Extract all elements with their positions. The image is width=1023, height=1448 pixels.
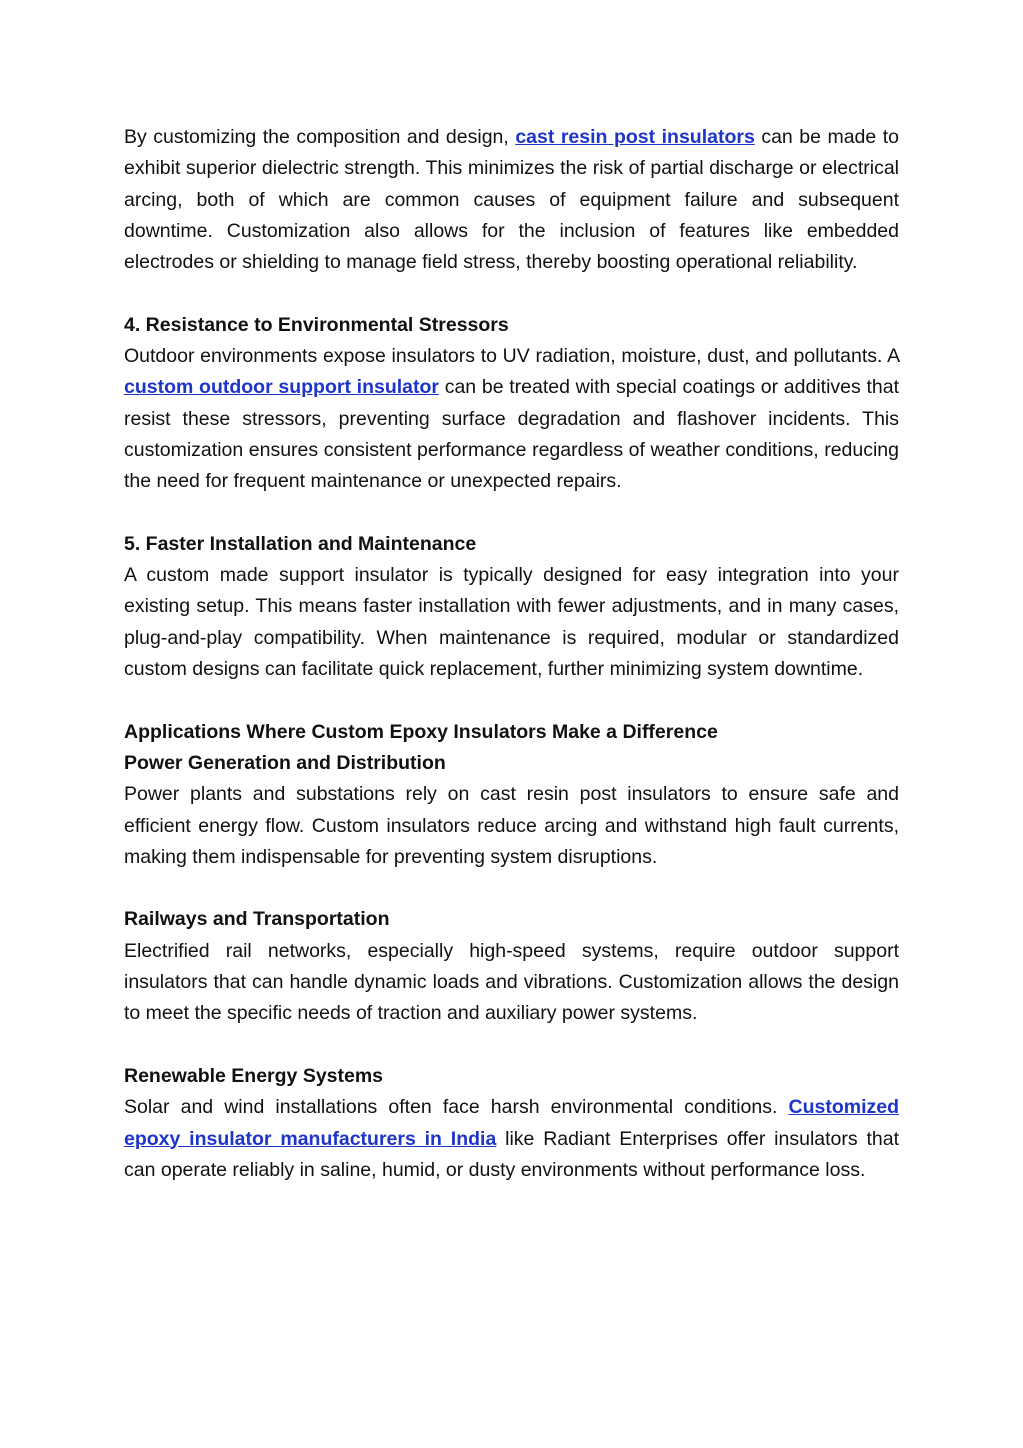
renewable-text-end: like Radiant Enterprises offer insulators that can operate reliably in saline, humid, or dusty environments without performance loss. [124,1127,899,1181]
section4-paragraph [124,341,899,497]
railways-heading: Railways and Transportation [124,908,390,931]
railways-paragraph: Electrified rail networks, especially high-speed systems, require outdoor support insulators that can handle dynamic loads and vibrations. Customization allows the design to meet the specific needs of traction and auxiliary power systems. [124,939,899,1025]
intro-text-end: can be made to exhibit superior dielectric strength. This minimizes the risk of partial discharge or electrical arcing, both of which are common causes of equipment failure and subsequent downtime. Customization also allows for the inclusion of features like embedded electrodes or shielding to manage field stress, thereby boosting operational reliability. [124,126,899,274]
intro-paragraph [124,122,899,278]
section4-heading: 4. Resistance to Environmental Stressors [124,313,509,336]
spacer [124,278,899,309]
section5-heading: 5. Faster Installation and Maintenance [124,532,477,555]
document-page [124,122,899,1186]
spacer [124,1030,899,1061]
renewable-energy-heading: Renewable Energy Systems [124,1064,384,1087]
spacer [124,685,899,716]
renewable-text-start: Solar and wind installations often face harsh environmental conditions. [124,1096,789,1119]
spacer [124,873,899,904]
power-generation-heading: Power Generation and Distribution [124,751,446,774]
renewable-energy-paragraph [124,1092,899,1186]
intro-text-start: By customizing the composition and design, [124,126,516,148]
custom-outdoor-support-insulator-link[interactable]: custom outdoor support insulator [124,376,440,399]
cast-resin-post-insulators-link[interactable]: cast resin post insulators [515,126,755,148]
power-generation-paragraph: Power plants and substations rely on cast resin post insulators to ensure safe and efficient energy flow. Custom insulators reduce arcing and withstand high fault currents, making them indispensable for preventing system disruptions. [124,783,899,868]
section4-text-end: can be treated with special coatings or additives that resist these stressors, preventing surface degradation and flashover incidents. This customization ensures consistent performance regardless of weather conditions, reducing the need for frequent maintenance or unexpected repairs. [124,376,900,493]
applications-heading: Applications Where Custom Epoxy Insulators Make a Difference [124,720,718,743]
epoxy-insulator-manufacturers-link[interactable]: Customized epoxy insulator manufacturers in India [124,1096,899,1150]
section5-paragraph: A custom made support insulator is typically designed for easy integration into your existing setup. This means faster installation with fewer adjustments, and in many cases, plug-and-play compatibility. When maintenance is required, modular or standardized custom designs can facilitate quick replacement, further minimizing system downtime. [124,564,899,681]
spacer [124,498,899,529]
section4-text-start: Outdoor environments expose insulators to UV radiation, moisture, dust, and pollutants. A [124,345,899,368]
